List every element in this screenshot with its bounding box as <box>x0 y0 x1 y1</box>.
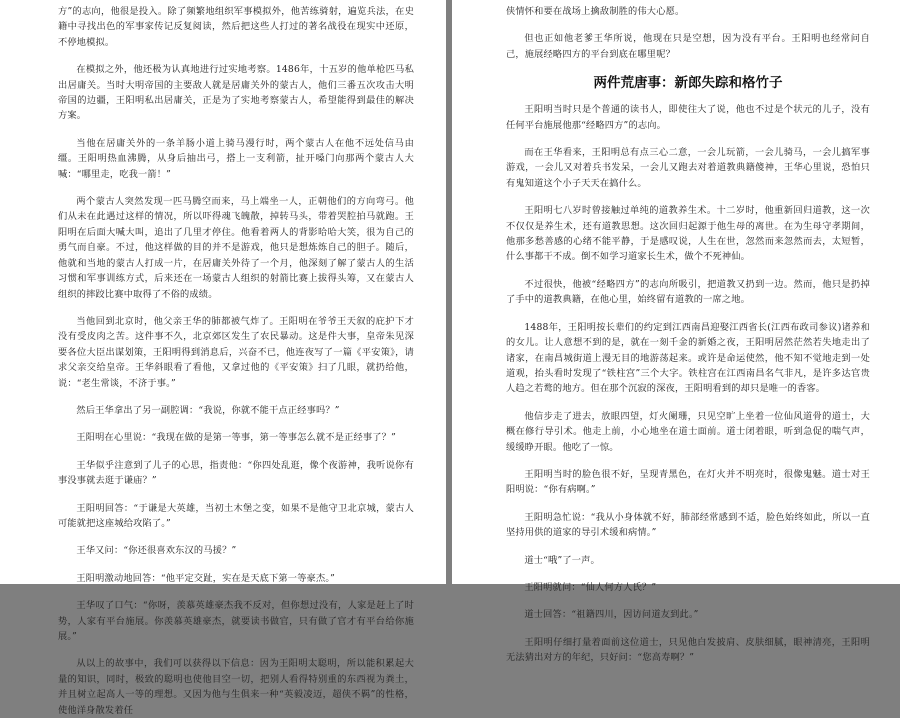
paragraph: 而在王华看来，王阳明总有点三心二意，一会儿玩箭，一会儿骑马，一会儿搞军事游戏，一会儿又对着兵书发呆，一会儿又跑去对着道教典籍傻神，王华心里说，恐怕只有鬼知道这个小子天天在搞什么。 <box>506 147 870 189</box>
paragraph: 但也正如他老爹王华所说，他现在只是空想，因为没有平台。王阳明也经常问自己，施展经略四方的平台到底在哪里呢？ <box>506 33 870 60</box>
paragraph: 方”的志向，他很是投入。除了频繁地组织军事模拟外，他苦练骑射，遍览兵法，在史籍中寻找出色的军事家传记反复阅读，然后把这些人打过的著名战役在现实中还原，不停地模拟。 <box>58 6 414 48</box>
paragraph: 侠情怀和要在战场上擒敌制胜的伟大心愿。 <box>506 6 685 17</box>
paragraph: 王阳明当时只是个普通的读书人，即使往大了说，他也不过是个状元的儿子，没有任何平台施展他那“经略四方”的志向。 <box>506 104 870 131</box>
paragraph: 王华叹了口气：“你呀，羡慕英雄豪杰我不反对，但你想过没有，人家是赶上了时势，人家有平台施展。你羡慕英雄豪杰，就要读书做官，只有做了官才有平台给你施展。” <box>58 600 414 642</box>
paragraph: 王阳明激动地回答：“他平定交趾，实在是天底下第一等豪杰。” <box>76 572 336 584</box>
paragraph: 王阳明当时的脸色很不好，呈现青黑色，在灯火并不明亮时，很像鬼魅。道士对王阳明说：“你有病啊。” <box>506 468 870 496</box>
paragraph: 然后王华拿出了另一副腔调：“我说，你就不能干点正经事吗？” <box>76 404 340 416</box>
paragraph: 道士回答：“祖籍四川，因访问道友到此。” <box>524 609 699 621</box>
paragraph: 他信步走了进去，放眼四望，灯火阑珊，只见空旷上坐着一位仙风道骨的道士，大概在修行导引术。他走上前，小心地坐在道士面前。道士闭着眼，听到急促的喘气声，缓缓睁开眼。他吃了一惊。 <box>506 410 870 453</box>
paragraph: 王阳明在心里说：“我现在做的是第一等事，第一等事怎么就不是正经事了？” <box>76 432 396 444</box>
paragraph: 王阳明回答：“于谦是大英雄，当初土木堡之变，如果不是他守卫北京城，蒙古人可能就把这座城给攻陷了。” <box>58 502 414 529</box>
paragraph: 不过很快，他被“经略四方”的志向所吸引，把道教又扔到一边。然而，他只是扔掉了手中的道教典籍，在他心里，始终留有道教的一席之地。 <box>506 278 870 306</box>
paragraph: 1488年，王阳明按长辈们的约定到江西南昌迎娶江西省长(江西布政司参议)诸养和的女儿。让人意想不到的是，就在一刻千金的新婚之夜，王阳明居然茫然若失地走出了诸家，在南昌城街道上漫无目的地游荡起来。或许是命运使然，他不知不觉地走到一处道观，抬头看时发现了“铁柱宫”三个大字。铁柱宫在江西南昌名气非凡，是许多达官贵人趋之若鹜的地方。但在那个沉寂的深夜，王阳明看到的却只是唯一的香客。 <box>506 321 870 395</box>
paragraph: 王阳明仔细打量着面前这位道士，只见他白发披肩、皮肤细腻，眼神清亮，王阳明无法猜出对方的年纪，只好问：“您高寿啊？” <box>506 636 870 664</box>
paragraph: 道士“哦”了一声。 <box>524 554 600 566</box>
paragraph: 王阳明急忙说：“我从小身体就不好，肺部经常感到不适，脸色始终如此，所以一直坚持用供的道家的导引术缓和病情。” <box>506 511 870 539</box>
section-title: 两件荒唐事：新郎失踪和格竹子 <box>593 75 783 92</box>
paragraph: 王华又问：“你还很喜欢东汉的马援？” <box>76 545 237 557</box>
paragraph: 两个蒙古人突然发现一匹马腾空而来，马上端坐一人，正朝他们的方向弯弓。他们从未在此遇过这样的情况，所以吓得魂飞魄散，掉转马头，带着哭腔拍马就跑。王阳明在后面大喊大叫，追出了几里才停住。他看着两人的背影哈哈大笑，很为自己的勇气而自豪。不过，他这样做的目的并不是游戏，他只是想炼炼自己的胆子。随后，他就和当地的蒙古人打成一片，在居庸关外待了一个月，他深刻了解了蒙古人的生活习惯和军事训练方式，后来还在一场蒙古人组织的射箭比赛上拔得头筹，又在蒙古人组织的摔跤比赛中取得了不俗的成绩。 <box>58 196 414 300</box>
paragraph: 当他回到北京时，他父亲王华的肺都被气炸了。王阳明在爷爷王天叙的庇护下才没有受皮肉之苦。这件事不久，北京郊区发生了农民暴动。这是件大事，皇帝朱见深要各位大臣出谋划策，王阳明得到消息后，兴奋不已，他连夜写了一篇《平安策》，请求父亲交给皇帝。王华斜眼看了看他，又拿过他的《平安策》扫了几眼，就扔给他，说：“老生常谈，不济于事。” <box>58 315 414 389</box>
right-page <box>452 0 900 664</box>
paragraph: 王阳明就问：“仙人何方人氏？” <box>524 581 657 593</box>
left-page <box>0 0 446 716</box>
paragraph: 在模拟之外，他还极为认真地进行过实地考察。1486年，十五岁的他单枪匹马私出居庸关。当时大明帝国的主要敌人就是居庸关外的蒙古人，他们三番五次攻击大明帝国的边疆，王阳明私出居庸关，正是为了实地考察蒙古人，希望能得到最佳的解决方案。 <box>58 64 414 122</box>
paragraph: 从以上的故事中，我们可以获得以下信息：因为王阳明太聪明，所以能积累起大量的知识，同时，极致的聪明也使他目空一切，把别人看得特别重的东西视为粪土，并且树立起高人一等的理想。又因为他与生俱来一种“英毅凌迈，超侠不羁”的性格，使他洋身散发着任 <box>58 658 414 716</box>
paragraph: 当他在居庸关外的一条羊肠小道上骑马漫行时，两个蒙古人在他不远处信马由缰。王阳明热血沸腾，从身后抽出弓，搭上一支利箭，扯开嗓门向那两个蒙古人大喊：“哪里走，吃我一箭！” <box>58 137 414 180</box>
paragraph: 王阳明七八岁时曾接触过单纯的道教养生术。十二岁时，他重新回归道教，这一次不仅仅是养生术，还有道教思想。这次回归起源于他生母的离世。在为生母守孝期间，他那多愁善感的心绪不能平静，于是感叹说，人生在世，忽然而来忽然而去，太短暂，什么事都干不成。倒不如学习道家长生术，做个不死神仙。 <box>506 205 870 263</box>
paragraph: 王华似乎注意到了儿子的心思，指责他：“你四处乱逛，像个夜游神，我听说你有事没事就去逛于谦庙？” <box>58 459 414 487</box>
